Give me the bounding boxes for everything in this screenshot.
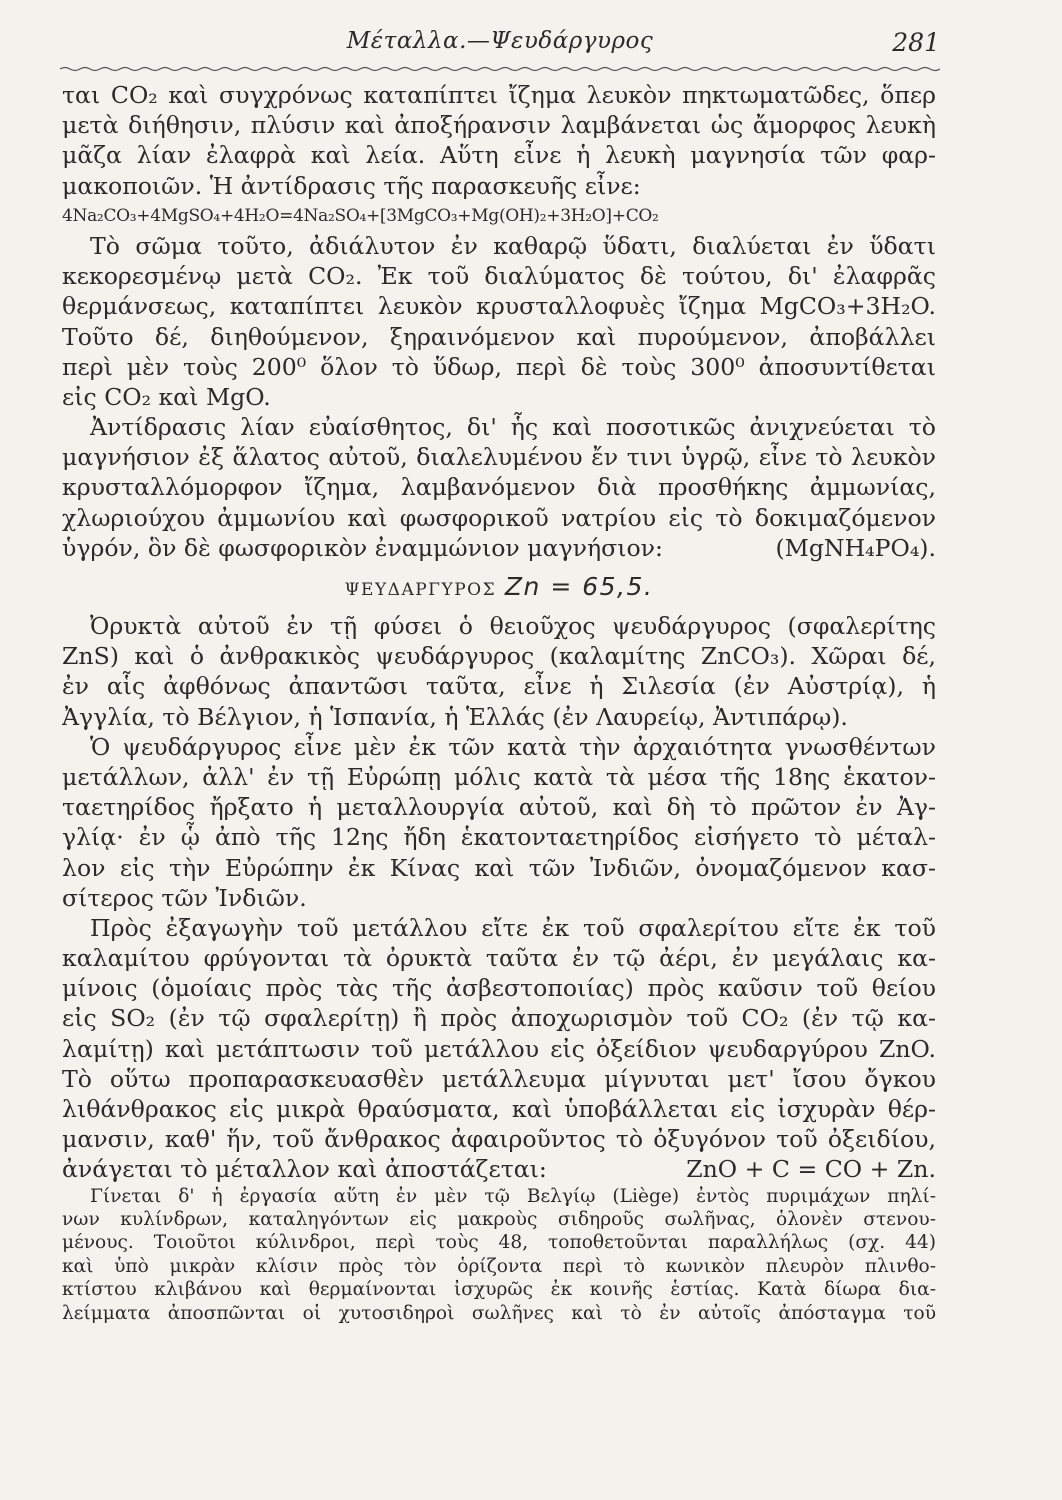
header-rule [60, 66, 940, 69]
zinc-paragraph-1 [62, 611, 936, 732]
text-line: Ἀντίδρασις λίαν εὐαίσθητος, δι' ἧς καὶ ποσοτικῶς ἀνιχνεύεται τὸ [90, 413, 936, 442]
text-line: λαμίτῃ) καὶ μετάπτωσιν τοῦ μετάλλου εἰς ὀξείδιον ψευδαργύρου ZnO. [62, 1034, 936, 1063]
text-line: Ὁ ψευδάργυρος εἶνε μὲν ἐκ τῶν κατὰ τὴν ἀρχαιότητα γνωσθέντων [90, 732, 936, 761]
text-line: σίτερος τῶν Ἰνδιῶν. [62, 883, 307, 912]
text-line: Τὸ σῶμα τοῦτο, ἀδιάλυτον ἐν καθαρῷ ὕδατι, διαλύεται ἐν ὕδατι [90, 231, 936, 260]
reaction-formula: 4Na₂CO₃+4MgSO₄+4H₂O=4Na₂SO₄+[3MgCO₃+Mg(OH)₂+3H₂O]+CO₂ [62, 205, 659, 226]
text-line: λον εἰς τὴν Εὐρώπην ἐκ Κίνας καὶ τῶν Ἰνδιῶν, ὀνομαζόμενον κασ- [62, 853, 936, 882]
text-line: θερμάνσεως, καταπίπτει λευκὸν κρυσταλλοφυὲς ἴζημα MgCO₃+3H₂O. [62, 292, 936, 321]
page-number: 281 [892, 28, 940, 57]
paragraph-3 [62, 412, 936, 563]
small-text-line: Γίνεται δ' ἡ ἐργασία αὕτη ἐν μὲν τῷ Βελγίῳ (Liège) ἐντὸς πυριμάχων πηλί- [90, 1185, 936, 1207]
text-line-with-formula [62, 1154, 936, 1184]
text-line: εἰς SO₂ (ἐν τῷ σφαλερίτῃ) ἢ πρὸς ἀποχωρισμὸν τοῦ CO₂ (ἐν τῷ κα- [62, 1004, 936, 1033]
text-line: μανσιν, καθ' ἥν, τοῦ ἄνθρακος ἀφαιροῦντος τὸ ὀξυγόνον τοῦ ὀξειδίου, [62, 1125, 936, 1154]
inline-formula: ZnO + C = CO + Zn. [686, 1155, 936, 1184]
text-line: εἰς CO₂ καὶ MgO. [62, 382, 271, 411]
zinc-paragraph-2 [62, 732, 936, 913]
text-line: μετὰ διήθησιν, πλύσιν καὶ ἀποξήρανσιν λαμβάνεται ὡς ἄμορφος λευκὴ [62, 111, 936, 140]
section-title-label: ΨΕΥΔΑΡΓΥΡΟΣ [344, 580, 497, 600]
running-title: Μέταλλα.—Ψευδάργυρος [346, 28, 654, 54]
text-line: Τοῦτο δέ, διηθούμενον, ξηραινόμενον καὶ πυρούμενον, ἀποβάλλει [62, 322, 936, 351]
paragraph-1 [62, 80, 936, 201]
text-line: μᾶζα λίαν ἐλαφρὰ καὶ λεία. Αὕτη εἶνε ἡ λευκὴ μαγνησία τῶν φαρ- [62, 141, 936, 170]
small-text-line: κτίστου κλιβάνου καὶ θερμαίνονται ἰσχυρῶς ἐκ κοινῆς ἑστίας. Κατὰ δίωρα δια- [62, 1279, 936, 1301]
small-print-paragraph [62, 1185, 936, 1325]
text-line: λιθάνθρακος εἰς μικρὰ θραύσματα, καὶ ὑποβάλλεται εἰς ἰσχυρὰν θέρ- [62, 1095, 936, 1123]
text-line: Ἀγγλία, τὸ Βέλγιον, ἡ Ἱσπανία, ἡ Ἑλλάς (ἐν Λαυρείῳ, Ἀντιπάρῳ). [62, 702, 848, 731]
text-line: μακοποιῶν. Ἡ ἀντίδρασις τῆς παρασκευῆς εἶνε: [62, 171, 641, 200]
text-line: Ὀρυκτὰ αὐτοῦ ἐν τῇ φύσει ὁ θειοῦχος ψευδάργυρος (σφαλερίτης [90, 612, 936, 640]
page-body [62, 80, 936, 1325]
text-line: Τὸ οὕτω προπαρασκευασθὲν μετάλλευμα μίγνυται μετ' ἴσου ὄγκου [62, 1064, 936, 1093]
small-text-line: καὶ ὑπὸ μικρὰν κλίσιν πρὸς τὸν ὁρίζοντα περὶ τὸ κωνικὸν πλευρὸν πλινθο- [62, 1255, 936, 1277]
text-line: ταετηρίδος ἤρξατο ἡ μεταλλουργία αὐτοῦ, καὶ δὴ τὸ πρῶτον ἐν Ἀγ- [62, 793, 936, 822]
inline-formula: (MgNH₄PO₄). [775, 533, 936, 562]
text-line: χλωριούχου ἀμμωνίου καὶ φωσφορικοῦ νατρίου εἰς τὸ δοκιμαζόμενον [62, 503, 936, 532]
text-line: κρυσταλλόμορφον ἴζημα, λαμβανόμενον διὰ προσθήκης ἀμμωνίας, [62, 473, 936, 502]
text-line: Πρὸς ἐξαγωγὴν τοῦ μετάλλου εἴτε ἐκ τοῦ σφαλερίτου εἴτε ἐκ τοῦ [90, 913, 936, 942]
text-line: μίνοις (ὁμοίαις πρὸς τὰς τῆς ἀσβεστοποιίας) πρὸς καῦσιν τοῦ θείου [62, 974, 936, 1003]
text-line: περὶ μὲν τοὺς 200⁰ ὅλον τὸ ὕδωρ, περὶ δὲ τοὺς 300⁰ ἀποσυντίθεται [62, 352, 936, 381]
text-line: καλαμίτου φρύγονται τὰ ὀρυκτὰ ταῦτα ἐν τῷ ἀέρι, ἐν μεγάλαις κα- [62, 944, 936, 973]
small-text-line: νων κυλίνδρων, καταληγόντων εἰς μακροὺς σιδηροῦς σωλῆνας, ὁλονὲν στενου- [62, 1208, 936, 1230]
text-line: ἐν αἷς ἀφθόνως ἀπαντῶσι ταῦτα, εἶνε ἡ Σιλεσία (ἐν Αὐστρίᾳ), ἡ [62, 672, 936, 701]
text-line: ται CO₂ καὶ συγχρόνως καταπίπτει ἴζημα λευκὸν πηκτωματῶδες, ὅπερ [62, 81, 936, 109]
text-line: μαγνήσιον ἐξ ἅλατος αὐτοῦ, διαλελυμένου ἔν τινι ὑγρῷ, εἶνε τὸ λευκὸν [62, 443, 936, 472]
section-title-formula: Zn = 65,5. [504, 572, 654, 601]
small-text-line: λείμματα ἀποσπῶνται οἱ χυτοσιδηροὶ σωλῆνες καὶ τὸ ἐν αὐτοῖς ἀπόσταγμα τοῦ [62, 1302, 936, 1324]
text-line: ἀνάγεται τὸ μέταλλον καὶ ἀποστάζεται: [62, 1155, 547, 1184]
text-line: ZnS) καὶ ὁ ἀνθρακικὸς ψευδάργυρος (καλαμίτης ZnCO₃). Χῶραι δέ, [62, 642, 936, 671]
page-header [60, 18, 940, 58]
text-line: γλίᾳ· ἐν ᾧ ἀπὸ τῆς 12ης ἤδη ἑκατονταετηρίδος εἰσήγετο τὸ μέταλ- [62, 823, 936, 852]
text-line: μετάλλων, ἀλλ' ἐν τῇ Εὐρώπῃ μόλις κατὰ τὰ μέσα τῆς 18ης ἑκατον- [62, 762, 936, 791]
zinc-paragraph-3 [62, 913, 936, 1185]
section-title [62, 563, 936, 611]
text-line: κεκορεσμένῳ μετὰ CO₂. Ἐκ τοῦ διαλύματος δὲ τούτου, δι' ἐλαφρᾶς [62, 262, 936, 291]
text-line: ὑγρόν, ὃν δὲ φωσφορικὸν ἐναμμώνιον μαγνήσιον: [62, 533, 663, 562]
paragraph-2 [62, 231, 936, 412]
small-text-line: μένους. Τοιοῦτοι κύλινδροι, περὶ τοὺς 48, τοποθετοῦνται παραλλήλως (σχ. 44) [62, 1232, 936, 1254]
text-line-with-formula [62, 533, 936, 563]
